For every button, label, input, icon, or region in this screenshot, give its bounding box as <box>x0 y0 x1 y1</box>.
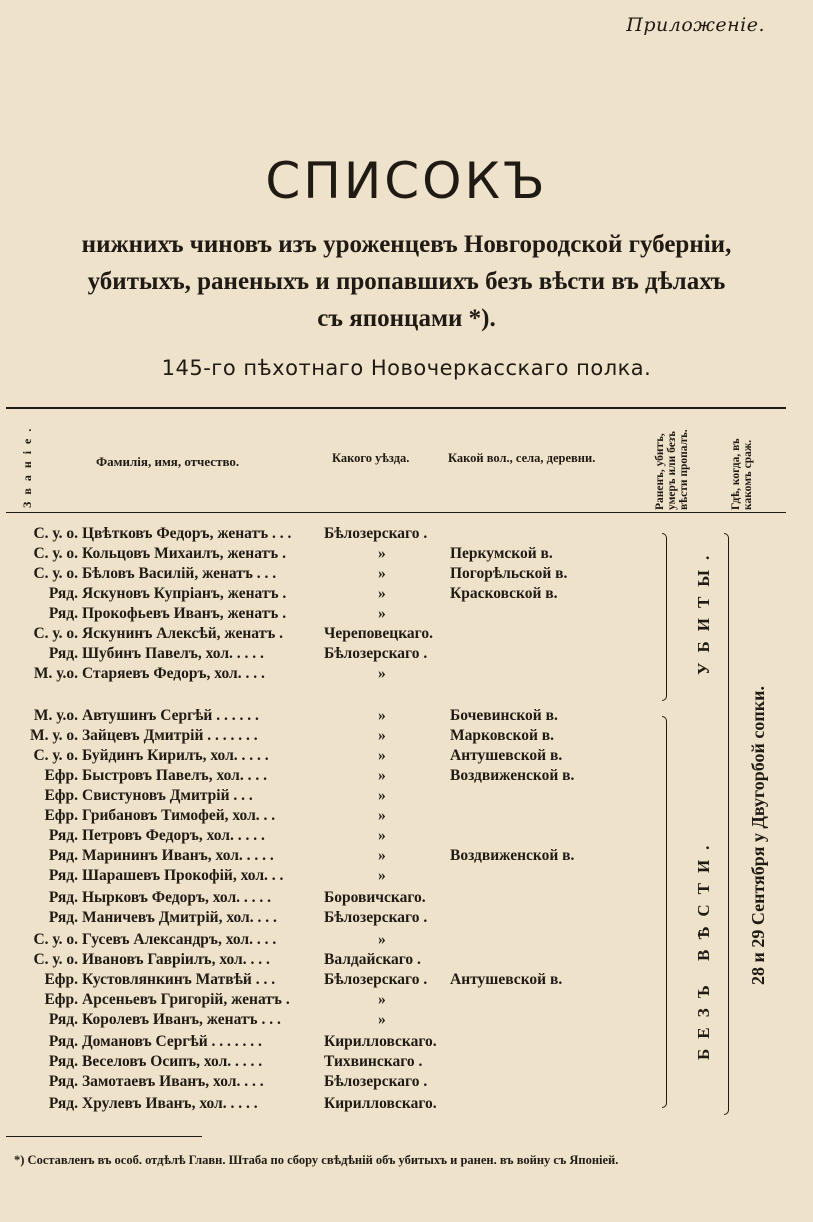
rank-cell: С. у. о. <box>33 565 78 582</box>
district-cell: » <box>378 605 386 622</box>
name-cell: Зайцевъ Дмитрій . . . . . . . <box>82 727 258 744</box>
name-cell: Автушинъ Сергѣй . . . . . . <box>82 707 259 724</box>
table-row <box>0 807 700 827</box>
rank-cell: М. у. о. <box>30 727 78 744</box>
rank-cell: Ряд. <box>48 847 78 864</box>
district-cell: Валдайскаго . <box>324 951 421 968</box>
name-cell: Яскуновъ Купріанъ, женатъ . <box>82 585 287 602</box>
appendix-label: Приложеніе. <box>626 14 765 36</box>
district-cell: » <box>378 787 386 804</box>
subtitle-line: съ японцами *). <box>317 305 496 332</box>
rank-cell: С. у. о. <box>33 545 78 562</box>
table-row <box>0 889 700 909</box>
name-cell: Шарашевъ Прокофій, хол. . . <box>82 867 284 884</box>
name-cell: Арсеньевъ Григорій, женатъ . <box>82 991 290 1008</box>
table-row <box>0 1033 700 1053</box>
table-row <box>0 525 700 545</box>
subtitle-line: нижнихъ чиновъ изъ уроженцевъ Новгородской губерніи, <box>81 231 732 258</box>
rank-cell: С. у. о. <box>33 525 78 542</box>
rank-cell: Ряд. <box>48 909 78 926</box>
rank-cell: Ряд. <box>48 585 78 602</box>
table-row <box>0 747 700 767</box>
table-row <box>0 585 700 605</box>
rank-cell: Ряд. <box>48 889 78 906</box>
village-cell: Бочевинской в. <box>450 707 558 724</box>
district-cell: » <box>378 727 386 744</box>
rank-cell: Ряд. <box>48 827 78 844</box>
rank-cell: С. у. о. <box>33 931 78 948</box>
district-cell: » <box>378 867 386 884</box>
table-row <box>0 605 700 625</box>
village-cell: Воздвиженской в. <box>450 767 575 784</box>
table-row <box>0 951 700 971</box>
subtitle-line: убитыхъ, раненыхъ и пропавшихъ безъ вѣсти въ дѣлахъ <box>87 268 726 295</box>
status-missing-label: БЕЗЪ ВѢСТИ. <box>694 835 713 1060</box>
table-row <box>0 931 700 951</box>
village-cell: Перкумской в. <box>450 545 553 562</box>
name-cell: Старяевъ Федоръ, хол. . . . <box>82 665 265 682</box>
rank-cell: М. у.о. <box>33 665 78 682</box>
name-cell: Яскунинъ Алексѣй, женатъ . <box>82 625 284 642</box>
district-cell: » <box>378 665 386 682</box>
table-row <box>0 991 700 1011</box>
name-cell: Ивановъ Гавріилъ, хол. . . . <box>82 951 270 968</box>
district-cell: Бѣлозерскаго . <box>324 525 428 542</box>
table-row <box>0 665 700 685</box>
name-cell: Домановъ Сергѣй . . . . . . . <box>82 1033 262 1050</box>
village-cell: Антушевской в. <box>450 747 563 764</box>
district-cell: » <box>378 807 386 824</box>
rank-cell: Ряд. <box>48 1053 78 1070</box>
table-row <box>0 1011 700 1031</box>
name-cell: Маничевъ Дмитрій, хол. . . . <box>82 909 277 926</box>
name-cell: Нырковъ Федоръ, хол. . . . . <box>82 889 272 906</box>
name-cell: Грибановъ Тимофей, хол. . . <box>82 807 276 824</box>
district-cell: Бѣлозерскаго . <box>324 909 428 926</box>
district-cell: » <box>378 931 386 948</box>
table-row <box>0 847 700 867</box>
column-header-rank: Званіе. <box>20 421 34 509</box>
rank-cell: Ефр. <box>44 807 78 824</box>
missing-bracket <box>662 716 667 1108</box>
district-cell: Тихвинскаго . <box>324 1053 423 1070</box>
village-cell: Красковской в. <box>450 585 558 602</box>
rank-cell: Ряд. <box>48 645 78 662</box>
name-cell: Кольцовъ Михаилъ, женатъ . <box>82 545 286 562</box>
rank-cell: Ряд. <box>48 1033 78 1050</box>
name-cell: Замотаевъ Иванъ, хол. . . . <box>82 1073 264 1090</box>
district-cell: Череповецкаго. <box>324 625 433 642</box>
table-row <box>0 545 700 565</box>
status-killed-label: УБИТЫ. <box>694 545 713 675</box>
district-cell: » <box>378 747 386 764</box>
rank-cell: Ефр. <box>44 787 78 804</box>
table-row <box>0 827 700 847</box>
district-cell: » <box>378 565 386 582</box>
table-row <box>0 727 700 747</box>
rank-cell: С. у. о. <box>33 747 78 764</box>
district-cell: Боровичскаго. <box>324 889 426 906</box>
village-cell: Погорѣльской в. <box>450 565 568 582</box>
document-subtitle <box>20 226 793 337</box>
killed-bracket <box>662 533 667 701</box>
district-cell: Бѣлозерскаго . <box>324 971 428 988</box>
table-row <box>0 625 700 645</box>
village-cell: Антушевской в. <box>450 971 563 988</box>
district-cell: » <box>378 767 386 784</box>
table-row <box>0 645 700 665</box>
table-row <box>0 971 700 991</box>
table-row <box>0 1053 700 1073</box>
column-header-status: Раненъ, убитъ, умеръ или безъ вѣсти пропалъ. <box>654 429 690 510</box>
rank-cell: С. у. о. <box>33 951 78 968</box>
footnote-rule <box>6 1136 202 1137</box>
table-row <box>0 1073 700 1093</box>
district-cell: » <box>378 847 386 864</box>
table-row <box>0 767 700 787</box>
table-row <box>0 565 700 585</box>
name-cell: Прокофьевъ Иванъ, женатъ . <box>82 605 287 622</box>
village-cell: Воздвиженской в. <box>450 847 575 864</box>
column-header-village: Какой вол., села, деревни. <box>448 451 596 465</box>
document-title: СПИСОКЪ <box>265 152 548 210</box>
name-cell: Королевъ Иванъ, женатъ . . . <box>82 1011 281 1028</box>
rank-cell: М. у.о. <box>33 707 78 724</box>
name-cell: Гусевъ Александръ, хол. . . . <box>82 931 277 948</box>
name-cell: Петровъ Федоръ, хол. . . . . <box>82 827 265 844</box>
name-cell: Веселовъ Осипъ, хол. . . . . <box>82 1053 263 1070</box>
rank-cell: Ряд. <box>48 1073 78 1090</box>
name-cell: Свистуновъ Дмитрій . . . <box>82 787 253 804</box>
name-cell: Цвѣтковъ Федоръ, женатъ . . . <box>82 525 292 542</box>
rank-cell: Ряд. <box>48 605 78 622</box>
table-top-rule <box>6 407 786 409</box>
battle-place-label: 28 и 29 Сентября у Двугорбой сопки. <box>748 685 768 985</box>
district-cell: Бѣлозерскаго . <box>324 645 428 662</box>
table-row <box>0 707 700 727</box>
name-cell: Буйдинъ Кирилъ, хол. . . . . <box>82 747 269 764</box>
rank-cell: Ефр. <box>44 971 78 988</box>
village-cell: Марковской в. <box>450 727 555 744</box>
column-header-place: Гдѣ, когда, въ какомъ сраж. <box>730 438 754 510</box>
district-cell: Кирилловскаго. <box>324 1033 437 1050</box>
rank-cell: Ефр. <box>44 767 78 784</box>
rank-cell: Ряд. <box>48 1095 78 1112</box>
regiment-heading: 145-го пѣхотнаго Новочеркасскаго полка. <box>161 356 652 380</box>
rank-cell: С. у. о. <box>33 625 78 642</box>
district-cell: » <box>378 585 386 602</box>
footnote: *) Составленъ въ особ. отдѣлѣ Главн. Штаба по сбору свѣдѣній объ убитыхъ и ранен. въ войну съ Японіей. <box>14 1153 619 1167</box>
district-cell: Кирилловскаго. <box>324 1095 437 1112</box>
name-cell: Кустовлянкинъ Матвѣй . . . <box>82 971 276 988</box>
name-cell: Бѣловъ Василій, женатъ . . . <box>82 565 277 582</box>
district-cell: » <box>378 707 386 724</box>
name-cell: Шубинъ Павелъ, хол. . . . . <box>82 645 264 662</box>
name-cell: Хрулевъ Иванъ, хол. . . . . <box>82 1095 258 1112</box>
column-header-district: Какого уѣзда. <box>332 451 410 465</box>
table-row <box>0 867 700 887</box>
district-cell: Бѣлозерскаго . <box>324 1073 428 1090</box>
district-cell: » <box>378 545 386 562</box>
name-cell: Быстровъ Павелъ, хол. . . . <box>82 767 267 784</box>
place-bracket <box>724 533 729 1115</box>
district-cell: » <box>378 991 386 1008</box>
rank-cell: Ряд. <box>48 867 78 884</box>
table-row <box>0 1095 700 1115</box>
district-cell: » <box>378 1011 386 1028</box>
rank-cell: Ряд. <box>48 1011 78 1028</box>
table-header-rule <box>6 512 786 513</box>
district-cell: » <box>378 827 386 844</box>
column-header-name: Фамилія, имя, отчество. <box>96 454 240 469</box>
table-row <box>0 909 700 929</box>
name-cell: Марининъ Иванъ, хол. . . . . <box>82 847 274 864</box>
rank-cell: Ефр. <box>44 991 78 1008</box>
table-row <box>0 787 700 807</box>
